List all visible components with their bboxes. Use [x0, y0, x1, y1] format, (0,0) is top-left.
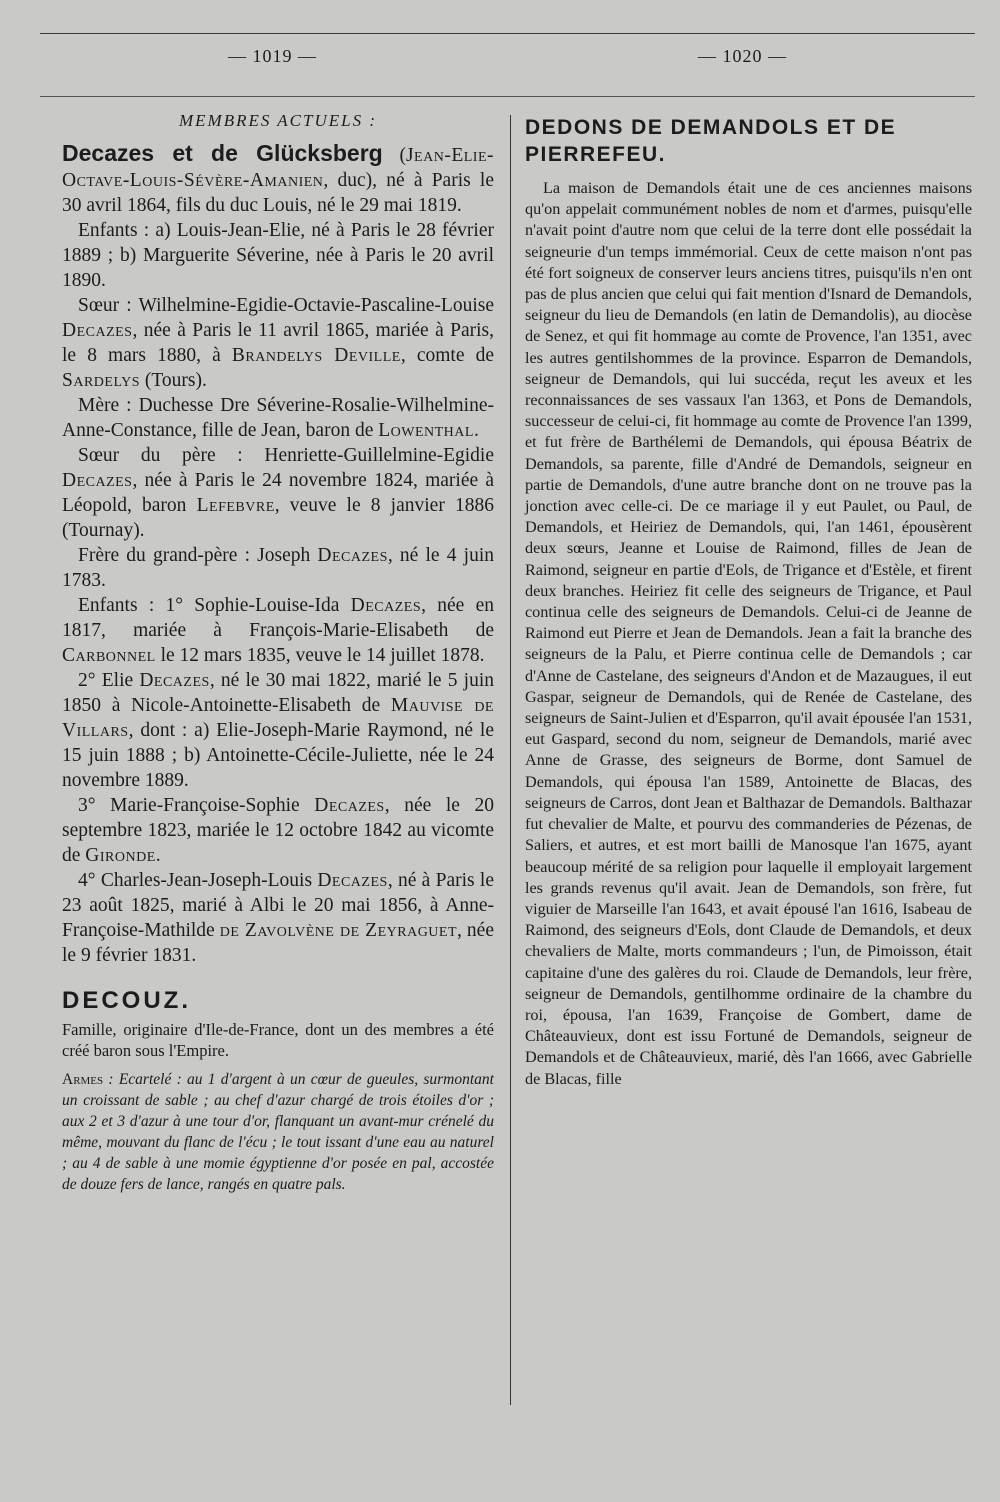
section-title-dedons: DEDONS DE DEMANDOLS ET DE PIERREFEU. [525, 116, 897, 166]
page-number-right: — 1020 — [698, 46, 787, 66]
entry-enfants-2: 2° Elie Decazes, né le 30 mai 1822, marié le 5 juin 1850 à Nicole-Antoinette-Elisabeth de Mauvise de Villars, dont : a) Elie-Joseph-Marie Raymond, né le 15 juin 1888 ; b) Antoinette-Cécile-Juliette, née le 24 novembre 1889. [62, 670, 495, 791]
entry-mere: Mère : Duchesse Dre Séverine-Rosalie-Wilhelmine-Anne-Constance, fille de Jean, baron de Lowenthal. [62, 395, 494, 441]
right-column [525, 108, 972, 1090]
family-name: Decazes et de Glücksberg [62, 140, 383, 166]
top-rule [40, 33, 975, 34]
page-number-left: — 1019 — [228, 46, 317, 66]
armes-label: Armes [62, 1071, 104, 1088]
section-title-decouz: DECOUZ. [62, 987, 191, 1014]
entry-enfants-1: Enfants : 1° Sophie-Louise-Ida Decazes, née en 1817, mariée à François-Marie-Elisabeth de Carbonnel le 12 mars 1835, veuve le 14 juillet 1878. [62, 595, 494, 666]
entry-enfants-4: 4° Charles-Jean-Joseph-Louis Decazes, né à Paris le 23 août 1825, marié à Albi le 20 mai 1856, à Anne-Françoise-Mathilde de Zavolvène de Zeyraguet, née le 9 février 1831. [62, 870, 494, 966]
dedons-body: La maison de Demandols était une de ces anciennes maisons qu'on appelait communément nobles de nom et d'armes, puisqu'elle n'avait point d'autre nom que celui de la terre dont elle possédait la seigneurie d'un temps immémorial. Ceux de cette maison n'ont pas été fort soigneux de conserver leurs anciens titres, puisqu'ils n'en ont pas de plus ancien que celui qui fait mention d'Isnard de Demandols, seigneur du lieu de Demandols (en latin de Demandolis), au diocèse de Senez, et qui fit hommage au comte de Provence, l'an 1351, avec les autres gentilshommes de la province. Esparron de Demandols, seigneur de Demandols, qui lui succéda, reçut les aveux et les reconnaissances de ses vassaux l'an 1363, et Pons de Demandols, successeur de celui-ci, fit hommage au comte de Provence l'an 1399, et fut frère de Barthélemi de Demandols, qui épousa Béatrix de Demandols, sa parente, fille d'André de Demandols, seigneur en partie de Demandols, d'une autre branche dont on ne trouve pas la jonction avec celle-ci. De ce mariage il y eut Paulet, ou Paul, de Demandols, et Heiriez de Demandols, qui, l'an 1461, épousèrent deux sœurs, Jeanne et Louise de Raimond, filles de Jean de Raimond, seigneur en partie d'Eols, de Trigance et d'Estèle, et firent deux branches. Heiriez fit celle des seigneurs de Trigance, et Paul continua celle des seigneurs de Demandols. Celui-ci de Jeanne de Raimond eut Pierre et Jean de Demandols. Jean a fait la branche des seigneurs de la Palu, et Pierre continua celle de Demandols ; car d'Anne de Castelane, des seigneurs d'Andon et de Mazaugues, il eut Gaspar, seigneur de Demandols, qui de Renée de Castelane, des seigneurs de Saint-Julien et d'Esparron, qu'il avait épousée l'an 1531, eut Gaspard, second du nom, seigneur de Demandols, marié avec Anne de Grasse, des seigneurs de Borme, dont Samuel de Demandols, qui épousa l'an 1589, Antoinette de Blacas, des seigneurs de Carros, dont Jean et Balthazar de Demandols. Balthazar fut chevalier de Malte, et pourvu des commanderies de Pézenas, de Saliers, et autres, et est mort bailli de Manosque l'an 1675, ayant beaucoup mérité de sa religion pour laquelle il employait largement les grands revenus qu'il avait. Jean de Demandols, son frère, fut viguier de Marseille l'an 1643, et avait épousé l'an 1616, Isabeau de Raimond, des seigneurs d'Eols, dont Claude de Demandols, et deux chevaliers de Malte, morts commandeurs ; l'un, de Pimoisson, était capitaine d'une des galères du roi. Claude de Demandols, leur frère, seigneur de Demandols, gentilhomme ordinaire de la chambre du roi, épousa, l'an 1639, Françoise de Gombert, dame de Châteauvieux, dont est issu Fortuné de Demandols, seigneur de Demandols et de Châteauvieux, marié, dès l'an 1666, avec Gabrielle de Blacas, fille [525, 179, 972, 1088]
entry-decazes-main: Decazes et de Glücksberg (Jean-Elie-Octave-Louis-Sévère-Amanien, duc), né à Paris le 30 avril 1864, fils du duc Louis, né le 29 mai 1819. [62, 140, 494, 216]
armes-text: : Ecartelé : au 1 d'argent à un cœur de gueules, surmontant un croissant de sable ; au chef d'azur chargé de trois étoiles d'or ; aux 2 et 3 d'azur à une tour d'or, flanquant un avant-mur crénelé du même, mouvant du flanc de l'écu ; le tout issant d'une eau au naturel ; au 4 de sable à une momie égyptienne d'or posée en pal, accostée de douze fers de lance, rangés en quatre pals. [62, 1071, 494, 1193]
section-label: MEMBRES ACTUELS : [178, 111, 377, 130]
header-rule [40, 96, 975, 97]
decouz-armes [62, 1069, 494, 1195]
left-column [62, 108, 494, 1195]
entry-soeur-du-pere: Sœur du père : Henriette-Guillelmine-Egidie Decazes, née à Paris le 24 novembre 1824, mariée à Léopold, baron Lefebvre, veuve le 8 janvier 1886 (Tournay). [62, 445, 494, 541]
column-divider [510, 115, 511, 1405]
entry-enfants-3: 3° Marie-Françoise-Sophie Decazes, née le 20 septembre 1823, mariée le 12 octobre 1842 au vicomte de Gironde. [62, 795, 494, 866]
decouz-intro: Famille, originaire d'Ile-de-France, dont un des membres a été créé baron sous l'Empire. [62, 1020, 494, 1060]
entry-frere-grand-pere: Frère du grand-père : Joseph Decazes, né le 4 juin 1783. [62, 545, 494, 591]
entry-soeur: Sœur : Wilhelmine-Egidie-Octavie-Pascaline-Louise Decazes, née à Paris le 11 avril 1865, mariée à Paris, le 8 mars 1880, à Brandelys Deville, comte de Sardelys (Tours). [62, 295, 494, 391]
entry-enfants: Enfants : a) Louis-Jean-Elie, né à Paris le 28 février 1889 ; b) Marguerite Séverine, née à Paris le 20 avril 1890. [62, 220, 494, 291]
